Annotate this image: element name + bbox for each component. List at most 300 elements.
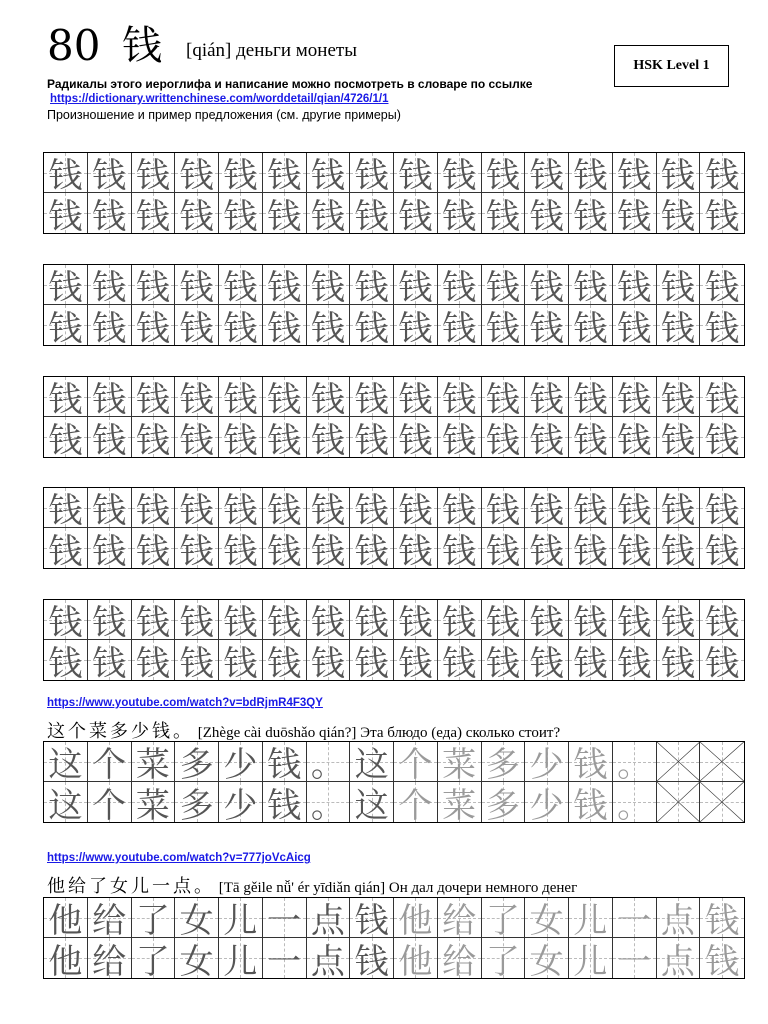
practice-character: 钱 [442, 531, 477, 568]
example-character: 钱 [267, 745, 302, 782]
practice-character: 钱 [48, 156, 83, 193]
practice-cell [657, 417, 701, 457]
practice-cell [350, 193, 394, 233]
example-cell [132, 938, 176, 978]
practice-cell [88, 377, 132, 417]
practice-character: 钱 [529, 531, 564, 568]
practice-cell [219, 153, 263, 193]
practice-cell [657, 153, 701, 193]
example-character: 多 [485, 745, 520, 782]
practice-character: 钱 [485, 531, 520, 568]
practice-cell [438, 640, 482, 680]
practice-character: 钱 [573, 380, 608, 417]
practice-character: 钱 [442, 643, 477, 680]
practice-character: 钱 [442, 308, 477, 345]
practice-character: 钱 [398, 420, 433, 457]
practice-cell [700, 528, 744, 568]
practice-character: 钱 [485, 268, 520, 305]
example-cell [350, 898, 394, 938]
practice-character: 钱 [573, 156, 608, 193]
practice-character: 钱 [267, 420, 302, 457]
example-character: 女 [179, 941, 214, 978]
practice-cell [307, 488, 351, 528]
practice-character: 钱 [267, 268, 302, 305]
practice-cell [657, 377, 701, 417]
dictionary-link[interactable]: https://dictionary.writtenchinese.com/worddetail/qian/4726/1/1 [50, 93, 389, 105]
example-cell [175, 782, 219, 822]
practice-character: 钱 [354, 268, 389, 305]
example-character: 钱 [354, 941, 389, 978]
example-character: 多 [485, 785, 520, 822]
practice-cell [175, 377, 219, 417]
practice-character: 钱 [267, 308, 302, 345]
example-character: 。 [617, 745, 652, 782]
practice-cell [700, 488, 744, 528]
practice-character: 钱 [223, 420, 258, 457]
practice-cell [175, 193, 219, 233]
example-cell [307, 938, 351, 978]
practice-character: 钱 [92, 603, 127, 640]
practice-cell [88, 153, 132, 193]
example-character: 点 [310, 901, 345, 938]
example-cell [263, 782, 307, 822]
example-character: 女 [529, 901, 564, 938]
practice-character: 钱 [354, 603, 389, 640]
practice-character: 钱 [705, 491, 740, 528]
practice-cell [700, 153, 744, 193]
example-cell [132, 742, 176, 782]
practice-character: 钱 [223, 643, 258, 680]
practice-character: 钱 [310, 643, 345, 680]
practice-character: 钱 [135, 196, 170, 233]
example-cell [569, 898, 613, 938]
practice-cell [613, 377, 657, 417]
practice-cell [525, 417, 569, 457]
cross-mark-icon [700, 782, 744, 822]
practice-cell [482, 528, 526, 568]
practice-cell [394, 640, 438, 680]
example-cell [613, 938, 657, 978]
practice-cell [525, 265, 569, 305]
practice-character: 钱 [529, 268, 564, 305]
practice-cell [132, 193, 176, 233]
practice-character: 钱 [485, 420, 520, 457]
crossed-cell [700, 742, 744, 782]
practice-cell [88, 417, 132, 457]
practice-character: 钱 [223, 308, 258, 345]
practice-cell [657, 640, 701, 680]
practice-cell [438, 528, 482, 568]
practice-cell [350, 528, 394, 568]
example-character: 菜 [442, 745, 477, 782]
practice-character: 钱 [310, 491, 345, 528]
practice-cell [613, 305, 657, 345]
example-cell [525, 782, 569, 822]
practice-character: 钱 [223, 268, 258, 305]
example-cell [44, 898, 88, 938]
practice-cell [263, 640, 307, 680]
practice-cell [569, 377, 613, 417]
practice-cell [263, 193, 307, 233]
practice-cell [350, 377, 394, 417]
example-1-sentence [47, 717, 560, 743]
practice-character: 钱 [485, 603, 520, 640]
practice-cell [700, 305, 744, 345]
crossed-cell [700, 782, 744, 822]
example-cell [307, 898, 351, 938]
example-character: 了 [485, 941, 520, 978]
practice-character: 钱 [92, 308, 127, 345]
example-character: 这 [354, 745, 389, 782]
practice-character: 钱 [48, 196, 83, 233]
practice-cell [44, 528, 88, 568]
main-character: 钱 [122, 23, 162, 69]
example-cell [657, 938, 701, 978]
example-cell [657, 898, 701, 938]
practice-cell [263, 600, 307, 640]
pinyin-meaning: [qián] деньги монеты [186, 40, 357, 61]
crossed-cell [657, 782, 701, 822]
practice-cell [219, 600, 263, 640]
example-cell [438, 898, 482, 938]
practice-cell [44, 488, 88, 528]
practice-cell [569, 265, 613, 305]
example-cell [482, 898, 526, 938]
practice-character: 钱 [485, 156, 520, 193]
practice-cell [569, 153, 613, 193]
example-character: 儿 [573, 901, 608, 938]
practice-character: 钱 [660, 380, 695, 417]
practice-cell [175, 640, 219, 680]
practice-character: 钱 [398, 380, 433, 417]
practice-character: 钱 [267, 643, 302, 680]
practice-cell [438, 417, 482, 457]
example-character: 儿 [223, 941, 258, 978]
practice-character: 钱 [179, 268, 214, 305]
practice-cell [394, 488, 438, 528]
practice-character: 钱 [398, 196, 433, 233]
practice-character: 钱 [179, 603, 214, 640]
practice-character: 钱 [485, 380, 520, 417]
practice-character: 钱 [660, 420, 695, 457]
practice-character: 钱 [442, 156, 477, 193]
example-character: 这 [354, 785, 389, 822]
example-cell [132, 898, 176, 938]
practice-cell [700, 600, 744, 640]
practice-character: 钱 [573, 643, 608, 680]
practice-grid-4 [43, 487, 745, 569]
practice-character: 钱 [135, 531, 170, 568]
practice-cell [700, 193, 744, 233]
practice-character: 钱 [179, 196, 214, 233]
practice-character: 钱 [310, 420, 345, 457]
example-cell [438, 938, 482, 978]
practice-character: 钱 [660, 491, 695, 528]
practice-cell [44, 153, 88, 193]
practice-cell [394, 305, 438, 345]
practice-character: 钱 [573, 268, 608, 305]
practice-character: 钱 [92, 380, 127, 417]
example-cell [482, 782, 526, 822]
example-1-translation: [Zhège cài duōshǎo qián?] Эта блюдо (еда) сколько стоит? [197, 725, 561, 741]
practice-cell [613, 265, 657, 305]
example-cell [219, 742, 263, 782]
practice-character: 钱 [310, 380, 345, 417]
practice-character: 钱 [660, 268, 695, 305]
practice-cell [657, 305, 701, 345]
pronunciation-note: Произношение и пример предложения (см. другие примеры) [47, 108, 401, 122]
practice-cell [132, 305, 176, 345]
practice-character: 钱 [135, 491, 170, 528]
practice-cell [525, 377, 569, 417]
crossed-cell [657, 742, 701, 782]
practice-grid-2 [43, 264, 745, 346]
practice-cell [44, 265, 88, 305]
practice-character: 钱 [92, 420, 127, 457]
practice-cell [394, 377, 438, 417]
example-1-grid [43, 741, 745, 823]
practice-cell [132, 417, 176, 457]
practice-cell [613, 153, 657, 193]
practice-character: 钱 [135, 156, 170, 193]
practice-character: 钱 [442, 603, 477, 640]
example-cell [307, 782, 351, 822]
practice-character: 钱 [354, 380, 389, 417]
example-cell [88, 782, 132, 822]
practice-cell [525, 305, 569, 345]
practice-character: 钱 [135, 603, 170, 640]
example-cell [569, 938, 613, 978]
example-cell [613, 898, 657, 938]
practice-cell [394, 417, 438, 457]
practice-character: 钱 [705, 196, 740, 233]
practice-cell [175, 153, 219, 193]
example-character: 菜 [135, 785, 170, 822]
example-cell [44, 782, 88, 822]
example-cell [88, 938, 132, 978]
practice-grid-5 [43, 599, 745, 681]
practice-cell [438, 377, 482, 417]
example-character: 女 [179, 901, 214, 938]
example-character: 了 [485, 901, 520, 938]
practice-character: 钱 [135, 308, 170, 345]
practice-character: 钱 [442, 380, 477, 417]
practice-character: 钱 [310, 156, 345, 193]
practice-character: 钱 [223, 196, 258, 233]
example-character: 少 [529, 745, 564, 782]
example-cell [525, 938, 569, 978]
example-character: 钱 [573, 785, 608, 822]
practice-cell [394, 193, 438, 233]
practice-character: 钱 [310, 603, 345, 640]
example-cell [569, 742, 613, 782]
practice-character: 钱 [398, 308, 433, 345]
example-cell [482, 742, 526, 782]
practice-character: 钱 [442, 491, 477, 528]
cross-mark-icon [657, 742, 700, 781]
practice-character: 钱 [398, 603, 433, 640]
practice-cell [657, 488, 701, 528]
practice-cell [219, 640, 263, 680]
practice-cell [263, 417, 307, 457]
practice-character: 钱 [354, 420, 389, 457]
example-cell [350, 742, 394, 782]
practice-character: 钱 [310, 531, 345, 568]
practice-character: 钱 [529, 156, 564, 193]
example-cell [263, 742, 307, 782]
practice-cell [613, 417, 657, 457]
practice-character: 钱 [92, 196, 127, 233]
practice-character: 钱 [617, 491, 652, 528]
practice-cell [219, 265, 263, 305]
practice-cell [394, 528, 438, 568]
example-1-hanzi: 这个菜多少钱。 [47, 721, 194, 742]
example-cell [263, 938, 307, 978]
example-cell [700, 898, 744, 938]
practice-character: 钱 [354, 308, 389, 345]
practice-character: 钱 [529, 308, 564, 345]
cross-mark-icon [700, 742, 744, 781]
practice-cell [263, 488, 307, 528]
practice-cell [219, 305, 263, 345]
practice-character: 钱 [573, 308, 608, 345]
practice-cell [525, 488, 569, 528]
practice-character: 钱 [48, 268, 83, 305]
practice-character: 钱 [617, 603, 652, 640]
example-cell [525, 742, 569, 782]
example-cell [350, 938, 394, 978]
practice-character: 钱 [267, 491, 302, 528]
example-2-sentence [47, 872, 577, 898]
practice-character: 钱 [267, 531, 302, 568]
example-character: 给 [92, 901, 127, 938]
example-character: 少 [223, 785, 258, 822]
example-character: 钱 [573, 745, 608, 782]
practice-cell [569, 417, 613, 457]
practice-cell [700, 265, 744, 305]
practice-character: 钱 [48, 380, 83, 417]
example-character: 少 [529, 785, 564, 822]
example-character: 女 [529, 941, 564, 978]
practice-cell [350, 153, 394, 193]
practice-cell [438, 488, 482, 528]
practice-cell [613, 488, 657, 528]
practice-character: 钱 [179, 156, 214, 193]
example-cell [525, 898, 569, 938]
example-cell [175, 742, 219, 782]
example-cell [44, 938, 88, 978]
example-cell [350, 782, 394, 822]
practice-character: 钱 [485, 196, 520, 233]
practice-character: 钱 [135, 420, 170, 457]
practice-character: 钱 [529, 491, 564, 528]
practice-character: 钱 [617, 643, 652, 680]
example-character: 给 [442, 941, 477, 978]
example-character: 。 [310, 745, 345, 782]
practice-cell [569, 528, 613, 568]
practice-cell [263, 153, 307, 193]
practice-character: 钱 [660, 156, 695, 193]
practice-cell [219, 528, 263, 568]
practice-character: 钱 [573, 420, 608, 457]
practice-character: 钱 [92, 156, 127, 193]
practice-cell [307, 417, 351, 457]
lesson-number: 80 [47, 21, 101, 70]
example-character: 儿 [573, 941, 608, 978]
practice-character: 钱 [223, 380, 258, 417]
practice-cell [438, 600, 482, 640]
example-cell [438, 742, 482, 782]
example-character: 点 [310, 941, 345, 978]
practice-character: 钱 [92, 268, 127, 305]
example-character: 钱 [267, 785, 302, 822]
practice-character: 钱 [135, 643, 170, 680]
example-cell [219, 782, 263, 822]
practice-cell [307, 265, 351, 305]
practice-cell [307, 193, 351, 233]
practice-cell [307, 640, 351, 680]
practice-character: 钱 [310, 308, 345, 345]
practice-character: 钱 [660, 196, 695, 233]
practice-cell [482, 265, 526, 305]
practice-character: 钱 [529, 380, 564, 417]
example-cell [394, 742, 438, 782]
practice-character: 钱 [354, 156, 389, 193]
practice-cell [307, 600, 351, 640]
practice-character: 钱 [179, 491, 214, 528]
practice-cell [482, 377, 526, 417]
practice-character: 钱 [48, 603, 83, 640]
practice-cell [569, 193, 613, 233]
hsk-level-label: HSK Level 1 [633, 58, 710, 73]
practice-character: 钱 [617, 420, 652, 457]
example-cell [438, 782, 482, 822]
example-cell [482, 938, 526, 978]
example-character: 了 [135, 901, 170, 938]
example-character: 。 [310, 785, 345, 822]
example-character: 给 [442, 901, 477, 938]
practice-cell [482, 193, 526, 233]
example-character: 多 [179, 785, 214, 822]
practice-cell [438, 153, 482, 193]
practice-cell [350, 640, 394, 680]
example-character: 钱 [354, 901, 389, 938]
practice-cell [175, 600, 219, 640]
example-cell [394, 898, 438, 938]
example-1-video-link[interactable]: https://www.youtube.com/watch?v=bdRjmR4F3QY [47, 697, 323, 709]
example-2-translation: [Tā gěile nǚ' ér yīdiǎn qián] Он дал дочери немного денег [218, 880, 578, 896]
example-cell [132, 782, 176, 822]
practice-cell [350, 305, 394, 345]
practice-character: 钱 [354, 196, 389, 233]
practice-cell [438, 265, 482, 305]
practice-character: 钱 [267, 156, 302, 193]
practice-character: 钱 [660, 531, 695, 568]
practice-cell [482, 153, 526, 193]
practice-cell [88, 488, 132, 528]
practice-character: 钱 [179, 420, 214, 457]
practice-cell [132, 600, 176, 640]
example-cell [175, 898, 219, 938]
cross-mark-icon [657, 782, 700, 822]
example-2-video-link[interactable]: https://www.youtube.com/watch?v=777joVcAicg [47, 852, 311, 864]
practice-character: 钱 [398, 643, 433, 680]
practice-character: 钱 [617, 531, 652, 568]
practice-cell [132, 153, 176, 193]
example-character: 给 [92, 941, 127, 978]
practice-cell [482, 417, 526, 457]
example-cell [394, 938, 438, 978]
